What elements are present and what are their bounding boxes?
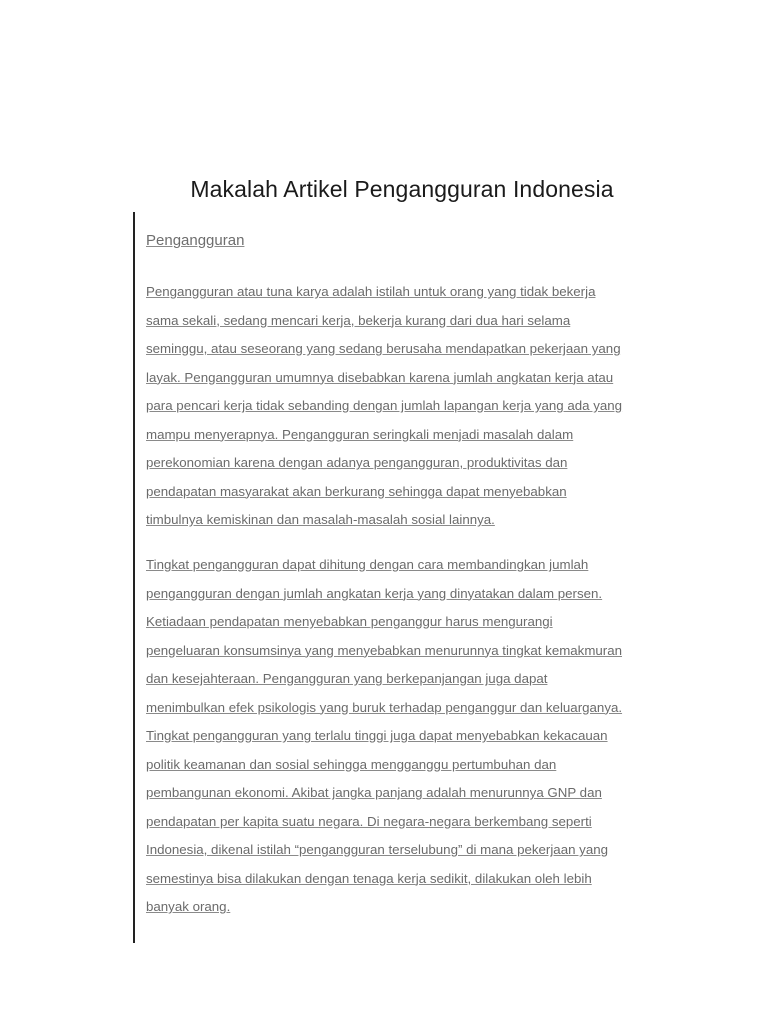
paragraph-line: Indonesia, dikenal istilah “pengangguran terselubung” di mana pekerjaan yang (146, 842, 609, 857)
paragraph-line: dan kesejahteraan. Pengangguran yang berkepanjangan juga dapat (146, 671, 548, 686)
paragraph-line: banyak orang. (146, 899, 231, 914)
paragraph-line: Ketiadaan pendapatan menyebabkan penganggur harus mengurangi (146, 614, 553, 629)
paragraph-line: mampu menyerapnya. Pengangguran seringkali menjadi masalah dalam (146, 426, 574, 442)
paragraph-line: menimbulkan efek psikologis yang buruk terhadap penganggur dan keluarganya. (146, 699, 623, 715)
paragraph-line: semestinya bisa dilakukan dengan tenaga kerja sedikit, dilakukan oleh lebih (146, 870, 592, 886)
paragraph-line: Tingkat pengangguran dapat dihitung dengan cara membandingkan jumlah (146, 557, 589, 572)
paragraph-line: politik keamanan dan sosial sehingga mengganggu pertumbuhan dan (146, 756, 557, 772)
paragraph-line: seminggu, atau seseorang yang sedang berusaha mendapatkan pekerjaan yang (146, 341, 621, 356)
paragraph-line: pembangunan ekonomi. Akibat jangka panjang adalah menurunnya GNP dan (146, 785, 602, 800)
paragraph (146, 283, 666, 540)
paragraph-line: timbulnya kemiskinan dan masalah-masalah sosial lainnya. (146, 512, 495, 527)
paragraph-line: perekonomian karena dengan adanya pengangguran, produktivitas dan (146, 455, 568, 470)
paragraph-line: sama sekali, sedang mencari kerja, bekerja kurang dari dua hari selama (146, 312, 571, 328)
document-title: Makalah Artikel Pengangguran Indonesia (190, 176, 614, 202)
paragraph-line: para pencari kerja tidak sebanding dengan jumlah lapangan kerja yang ada yang (146, 398, 623, 413)
paragraph-line: pendapatan masyarakat akan berkurang sehingga dapat menyebabkan (146, 483, 567, 499)
section-heading: Pengangguran (146, 232, 245, 249)
paragraph-line: layak. Pengangguran umumnya disebabkan karena jumlah angkatan kerja atau (146, 369, 614, 385)
paragraph-line: pendapatan per kapita suatu negara. Di negara-negara berkembang seperti (146, 813, 592, 829)
paragraph-line: pengangguran dengan jumlah angkatan kerja yang dinyatakan dalam persen. (146, 585, 603, 601)
paragraph-line: Pengangguran atau tuna karya adalah istilah untuk orang yang tidak bekerja (146, 284, 596, 299)
paragraph-line: pengeluaran konsumsinya yang menyebabkan menurunnya tingkat kemakmuran (146, 642, 623, 658)
paragraph-line: Tingkat pengangguran yang terlalu tinggi juga dapat menyebabkan kekacauan (146, 728, 608, 743)
revision-change-bar (133, 212, 135, 943)
paragraph (146, 556, 666, 927)
